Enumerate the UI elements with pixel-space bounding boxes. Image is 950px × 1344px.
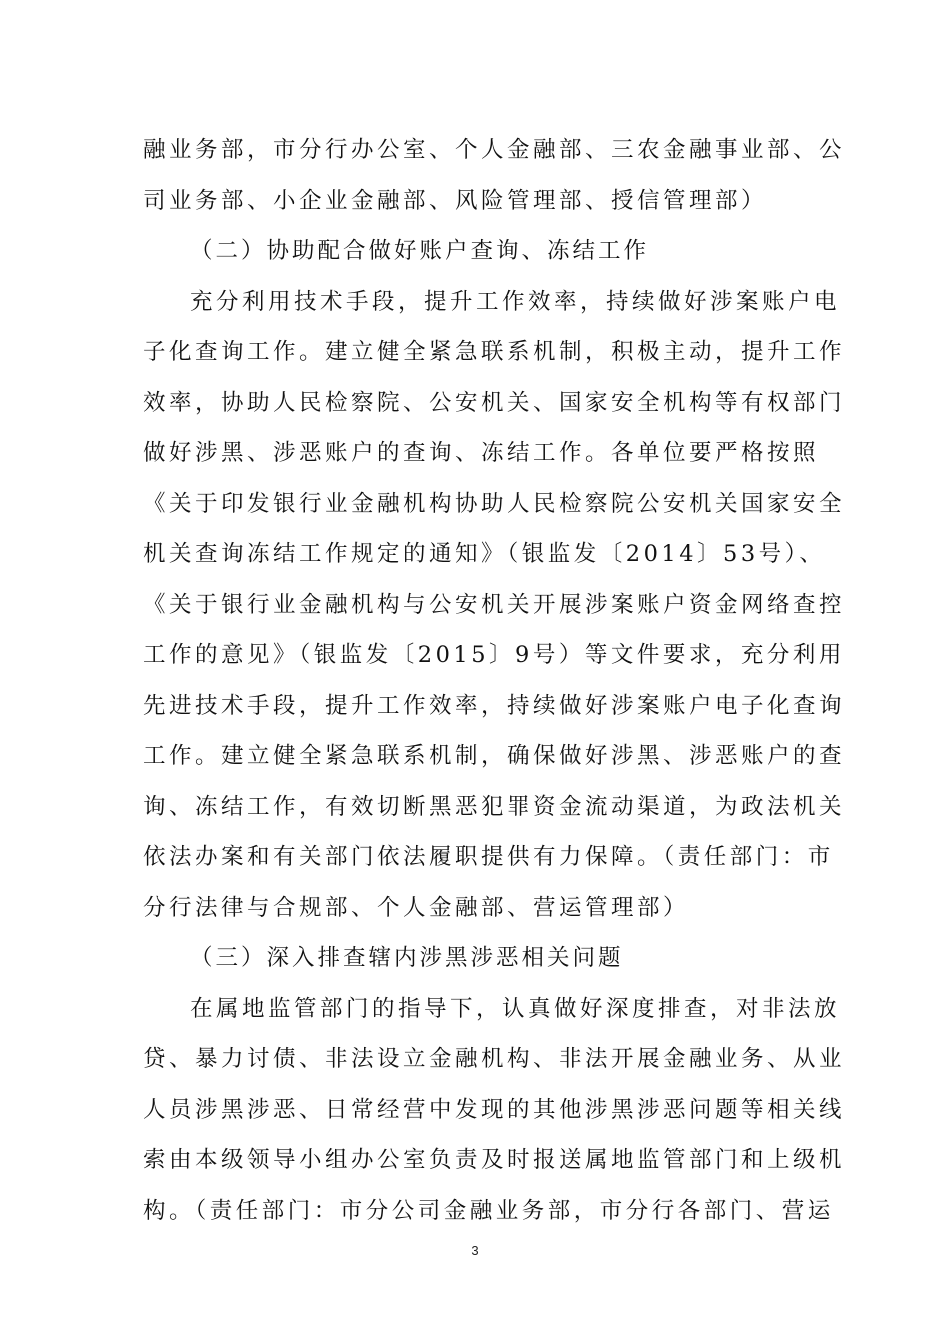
text-line: 在属地监管部门的指导下，认真做好深度排查，对非法放 bbox=[190, 995, 841, 1022]
text-line: 依法办案和有关部门依法履职提供有力保障。（责任部门：市 bbox=[143, 844, 834, 870]
text-line: 机关查询冻结工作规定的通知》（银监发〔2014〕53号）、 bbox=[143, 541, 826, 567]
text-line: 《关于印发银行业金融机构协助人民检察院公安机关国家安全 bbox=[143, 490, 846, 517]
text-line: 贷、暴力讨债、非法设立金融机构、非法开展金融业务、从业 bbox=[143, 1046, 846, 1072]
page-number: 3 bbox=[471, 1243, 479, 1258]
text-line: 融业务部，市分行办公室、个人金融部、三农金融事业部、公 bbox=[143, 137, 846, 163]
text-line: 分行法律与合规部、个人金融部、营运管理部） bbox=[143, 894, 690, 921]
text-line: 子化查询工作。建立健全紧急联系机制，积极主动，提升工作 bbox=[143, 339, 846, 365]
section-heading: （三）深入排查辖内涉黑涉恶相关问题 bbox=[190, 945, 624, 971]
text-line: 索由本级领导小组办公室负责及时报送属地监管部门和上级机 bbox=[143, 1147, 846, 1173]
text-line: 询、冻结工作，有效切断黑恶犯罪资金流动渠道，为政法机关 bbox=[143, 793, 846, 820]
text-line: 先进技术手段，提升工作效率，持续做好涉案账户电子化查询 bbox=[143, 692, 846, 719]
text-line: 效率，协助人民检察院、公安机关、国家安全机构等有权部门 bbox=[143, 389, 846, 416]
text-line: 工作的意见》（银监发〔2015〕9号）等文件要求，充分利用 bbox=[143, 642, 845, 668]
text-line: 人员涉黑涉恶、日常经营中发现的其他涉黑涉恶问题等相关线 bbox=[143, 1096, 846, 1123]
text-line: 工作。建立健全紧急联系机制，确保做好涉黑、涉恶账户的查 bbox=[143, 743, 846, 769]
text-line: 《关于银行业金融机构与公安机关开展涉案账户资金网络查控 bbox=[143, 591, 846, 618]
text-line: 构。（责任部门：市分公司金融业务部，市分行各部门、营运 bbox=[143, 1197, 834, 1224]
text-line: 充分利用技术手段，提升工作效率，持续做好涉案账户电 bbox=[190, 288, 841, 315]
section-heading: （二）协助配合做好账户查询、冻结工作 bbox=[190, 238, 650, 264]
text-line: 司业务部、小企业金融部、风险管理部、授信管理部） bbox=[143, 187, 768, 214]
text-line: 做好涉黑、涉恶账户的查询、冻结工作。各单位要严格按照 bbox=[143, 440, 820, 466]
